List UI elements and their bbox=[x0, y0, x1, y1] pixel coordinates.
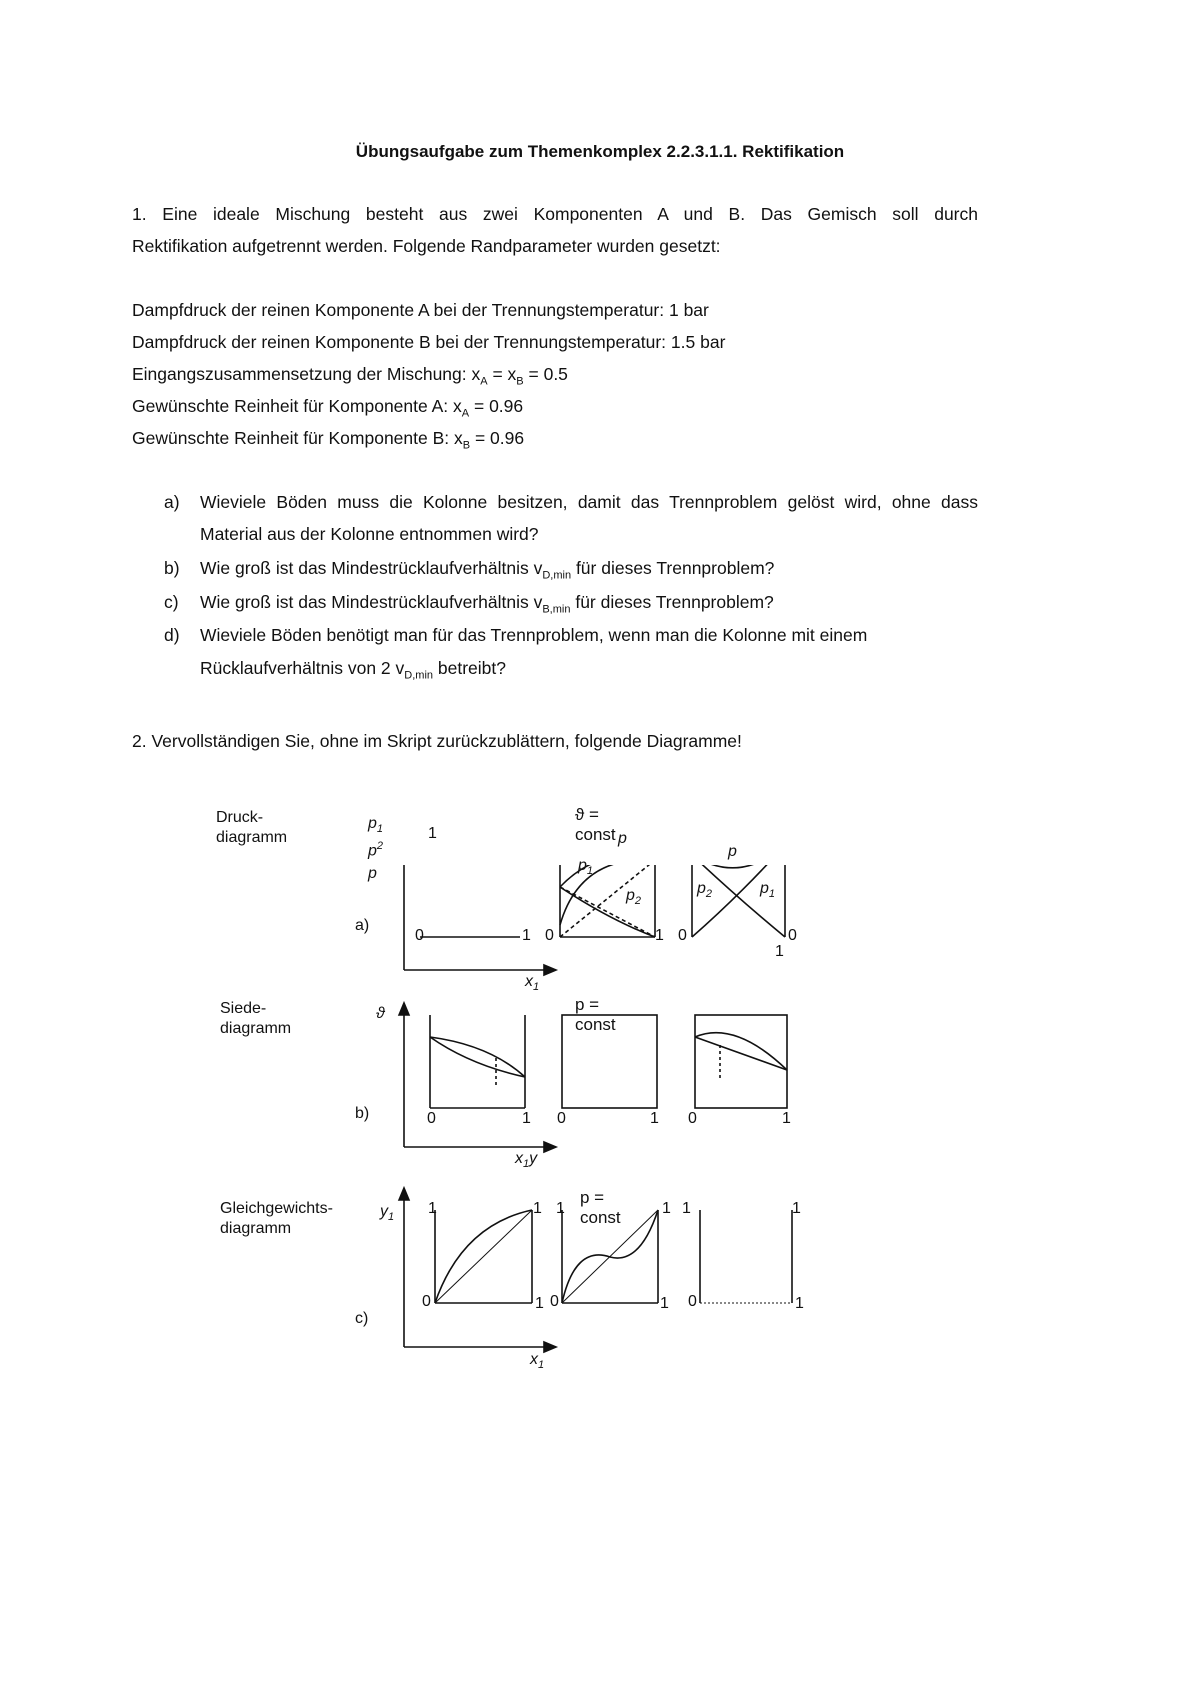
siede-ideal-box bbox=[430, 1015, 525, 1108]
tick-1: 1 bbox=[655, 927, 664, 944]
tick-1: 1 bbox=[775, 943, 784, 960]
curve-label-p2-azeo: $p_2$ bbox=[697, 880, 713, 901]
tick-0: 0 bbox=[550, 1293, 559, 1310]
feed-sub-b: B bbox=[516, 375, 524, 388]
curve-label-p-azeo: p bbox=[728, 843, 737, 860]
tick-1: 1 bbox=[535, 1295, 544, 1312]
siede-axes bbox=[399, 1003, 556, 1152]
tick-0: 0 bbox=[545, 927, 554, 944]
gleich-empty-box bbox=[700, 1210, 792, 1303]
const-theta: ϑ = const bbox=[575, 805, 616, 844]
druck-azeotrope-box bbox=[692, 865, 785, 937]
tick-1: 1 bbox=[522, 927, 531, 944]
question-d-sub: D,min bbox=[404, 669, 434, 682]
purity-b-sub: B bbox=[462, 439, 471, 452]
axis-x1-row-c: $x_1$ bbox=[530, 1351, 545, 1372]
question-c-label: c) bbox=[164, 592, 179, 612]
param-vapor-pressure-b: Dampfdruck der reinen Komponente B bei der Trennungstemperatur: 1.5 bar bbox=[132, 332, 726, 352]
tick-0: 0 bbox=[788, 927, 797, 944]
curve-label-p: p bbox=[618, 830, 627, 847]
axis-p1: $p_1$ bbox=[368, 815, 384, 836]
tick-0: 0 bbox=[427, 1110, 436, 1127]
question-c-sub: B,min bbox=[542, 603, 571, 616]
label-gleich-line1: Gleichgewichts- bbox=[220, 1200, 333, 1217]
axis-p: p bbox=[368, 865, 377, 882]
siede-azeotrope-box bbox=[695, 1015, 787, 1108]
feed-value: = 0.5 bbox=[523, 364, 568, 384]
question-a-line1: Wieviele Böden muss die Kolonne besitzen, damit das Trennproblem gelöst wird, ohne dass bbox=[200, 492, 978, 512]
tick-1: 1 bbox=[428, 825, 437, 842]
axis-x1-row-a: $x_1$ bbox=[525, 973, 540, 994]
feed-prefix: Eingangszusammensetzung der Mischung: x bbox=[132, 364, 481, 384]
question-c-suffix: für dieses Trennproblem? bbox=[570, 592, 774, 612]
tick-1: 1 bbox=[792, 1200, 801, 1217]
curve-label-p1-azeo: $p_1$ bbox=[760, 880, 776, 901]
question-d-line2 bbox=[200, 651, 506, 693]
label-siede-line2: diagramm bbox=[220, 1020, 292, 1037]
param-vapor-pressure-a: Dampfdruck der reinen Komponente A bei der Trennungstemperatur: 1 bar bbox=[132, 300, 709, 320]
row-label-b: b) bbox=[355, 1105, 370, 1122]
question-b-label: b) bbox=[164, 558, 180, 578]
param-purity-b bbox=[132, 421, 524, 463]
feed-mid: = x bbox=[487, 364, 517, 384]
task2-text: 2. Vervollständigen Sie, ohne im Skript zurückzublättern, folgende Diagramme! bbox=[132, 731, 742, 751]
tick-1: 1 bbox=[795, 1295, 804, 1312]
curve-label-p1: $p_1$ bbox=[578, 857, 594, 878]
question-b-suffix: für dieses Trennproblem? bbox=[571, 558, 775, 578]
tick-0: 0 bbox=[422, 1293, 431, 1310]
tick-1: 1 bbox=[782, 1110, 791, 1127]
question-b-prefix: Wie groß ist das Mindestrücklaufverhältnis v bbox=[200, 558, 543, 578]
question-d-label: d) bbox=[164, 625, 180, 645]
row-label-c: c) bbox=[355, 1310, 369, 1327]
question-d-line1: Wieviele Böden benötigt man für das Trennproblem, wenn man die Kolonne mit einem bbox=[200, 625, 868, 645]
page-title: Übungsaufgabe zum Themenkomplex 2.2.3.1.1. Rektifikation bbox=[355, 142, 845, 161]
question-a-label: a) bbox=[164, 492, 180, 512]
purity-b-value: = 0.96 bbox=[470, 428, 525, 448]
tick-0: 0 bbox=[688, 1110, 697, 1127]
label-druck-line1: Druck- bbox=[216, 809, 264, 826]
tick-1: 1 bbox=[660, 1295, 669, 1312]
axis-theta: ϑ bbox=[376, 1005, 385, 1022]
axis-y1: $y_1$ bbox=[380, 1203, 395, 1224]
question-a-line2: Material aus der Kolonne entnommen wird? bbox=[200, 524, 539, 544]
const-p-row-b: p = const bbox=[575, 995, 616, 1034]
label-siede-line1: Siede- bbox=[220, 1000, 267, 1017]
tick-1: 1 bbox=[533, 1200, 542, 1217]
tick-0: 0 bbox=[415, 927, 424, 944]
tick-0: 0 bbox=[688, 1293, 697, 1310]
axis-p2: $p^2$ bbox=[368, 840, 384, 860]
purity-a-prefix: Gewünschte Reinheit für Komponente A: x bbox=[132, 396, 462, 416]
tick-1: 1 bbox=[662, 1200, 671, 1217]
tick-1: 1 bbox=[522, 1110, 531, 1127]
druck-axes bbox=[399, 865, 556, 975]
purity-a-value: = 0.96 bbox=[469, 396, 524, 416]
tick-1: 1 bbox=[682, 1200, 691, 1217]
task1-intro-line1: 1. Eine ideale Mischung besteht aus zwei Komponenten A und B. Das Gemisch soll durch bbox=[132, 204, 978, 224]
purity-a-sub: A bbox=[461, 407, 470, 420]
curve-label-p2: $p_2$ bbox=[626, 887, 642, 908]
tick-1: 1 bbox=[556, 1200, 565, 1217]
tick-1: 1 bbox=[428, 1200, 437, 1217]
tick-0: 0 bbox=[678, 927, 687, 944]
label-gleich-line2: diagramm bbox=[220, 1220, 292, 1237]
row-label-a: a) bbox=[355, 917, 370, 934]
question-b-sub: D,min bbox=[542, 569, 572, 582]
question-d-prefix: Rücklaufverhältnis von 2 v bbox=[200, 658, 405, 678]
question-d-suffix: betreibt? bbox=[433, 658, 506, 678]
const-p-row-c: p = const bbox=[580, 1188, 621, 1227]
task1-intro-line2: Rektifikation aufgetrennt werden. Folgende Randparameter wurden gesetzt: bbox=[132, 236, 721, 256]
gleich-ideal-box bbox=[435, 1210, 532, 1303]
tick-1: 1 bbox=[650, 1110, 659, 1127]
feed-sub-a: A bbox=[480, 375, 488, 388]
purity-b-prefix: Gewünschte Reinheit für Komponente B: x bbox=[132, 428, 463, 448]
tick-0: 0 bbox=[557, 1110, 566, 1127]
axis-x1y-row-b: $x_1y$ bbox=[515, 1150, 538, 1171]
label-druck-line2: diagramm bbox=[216, 829, 288, 846]
question-c-prefix: Wie groß ist das Mindestrücklaufverhältnis v bbox=[200, 592, 543, 612]
